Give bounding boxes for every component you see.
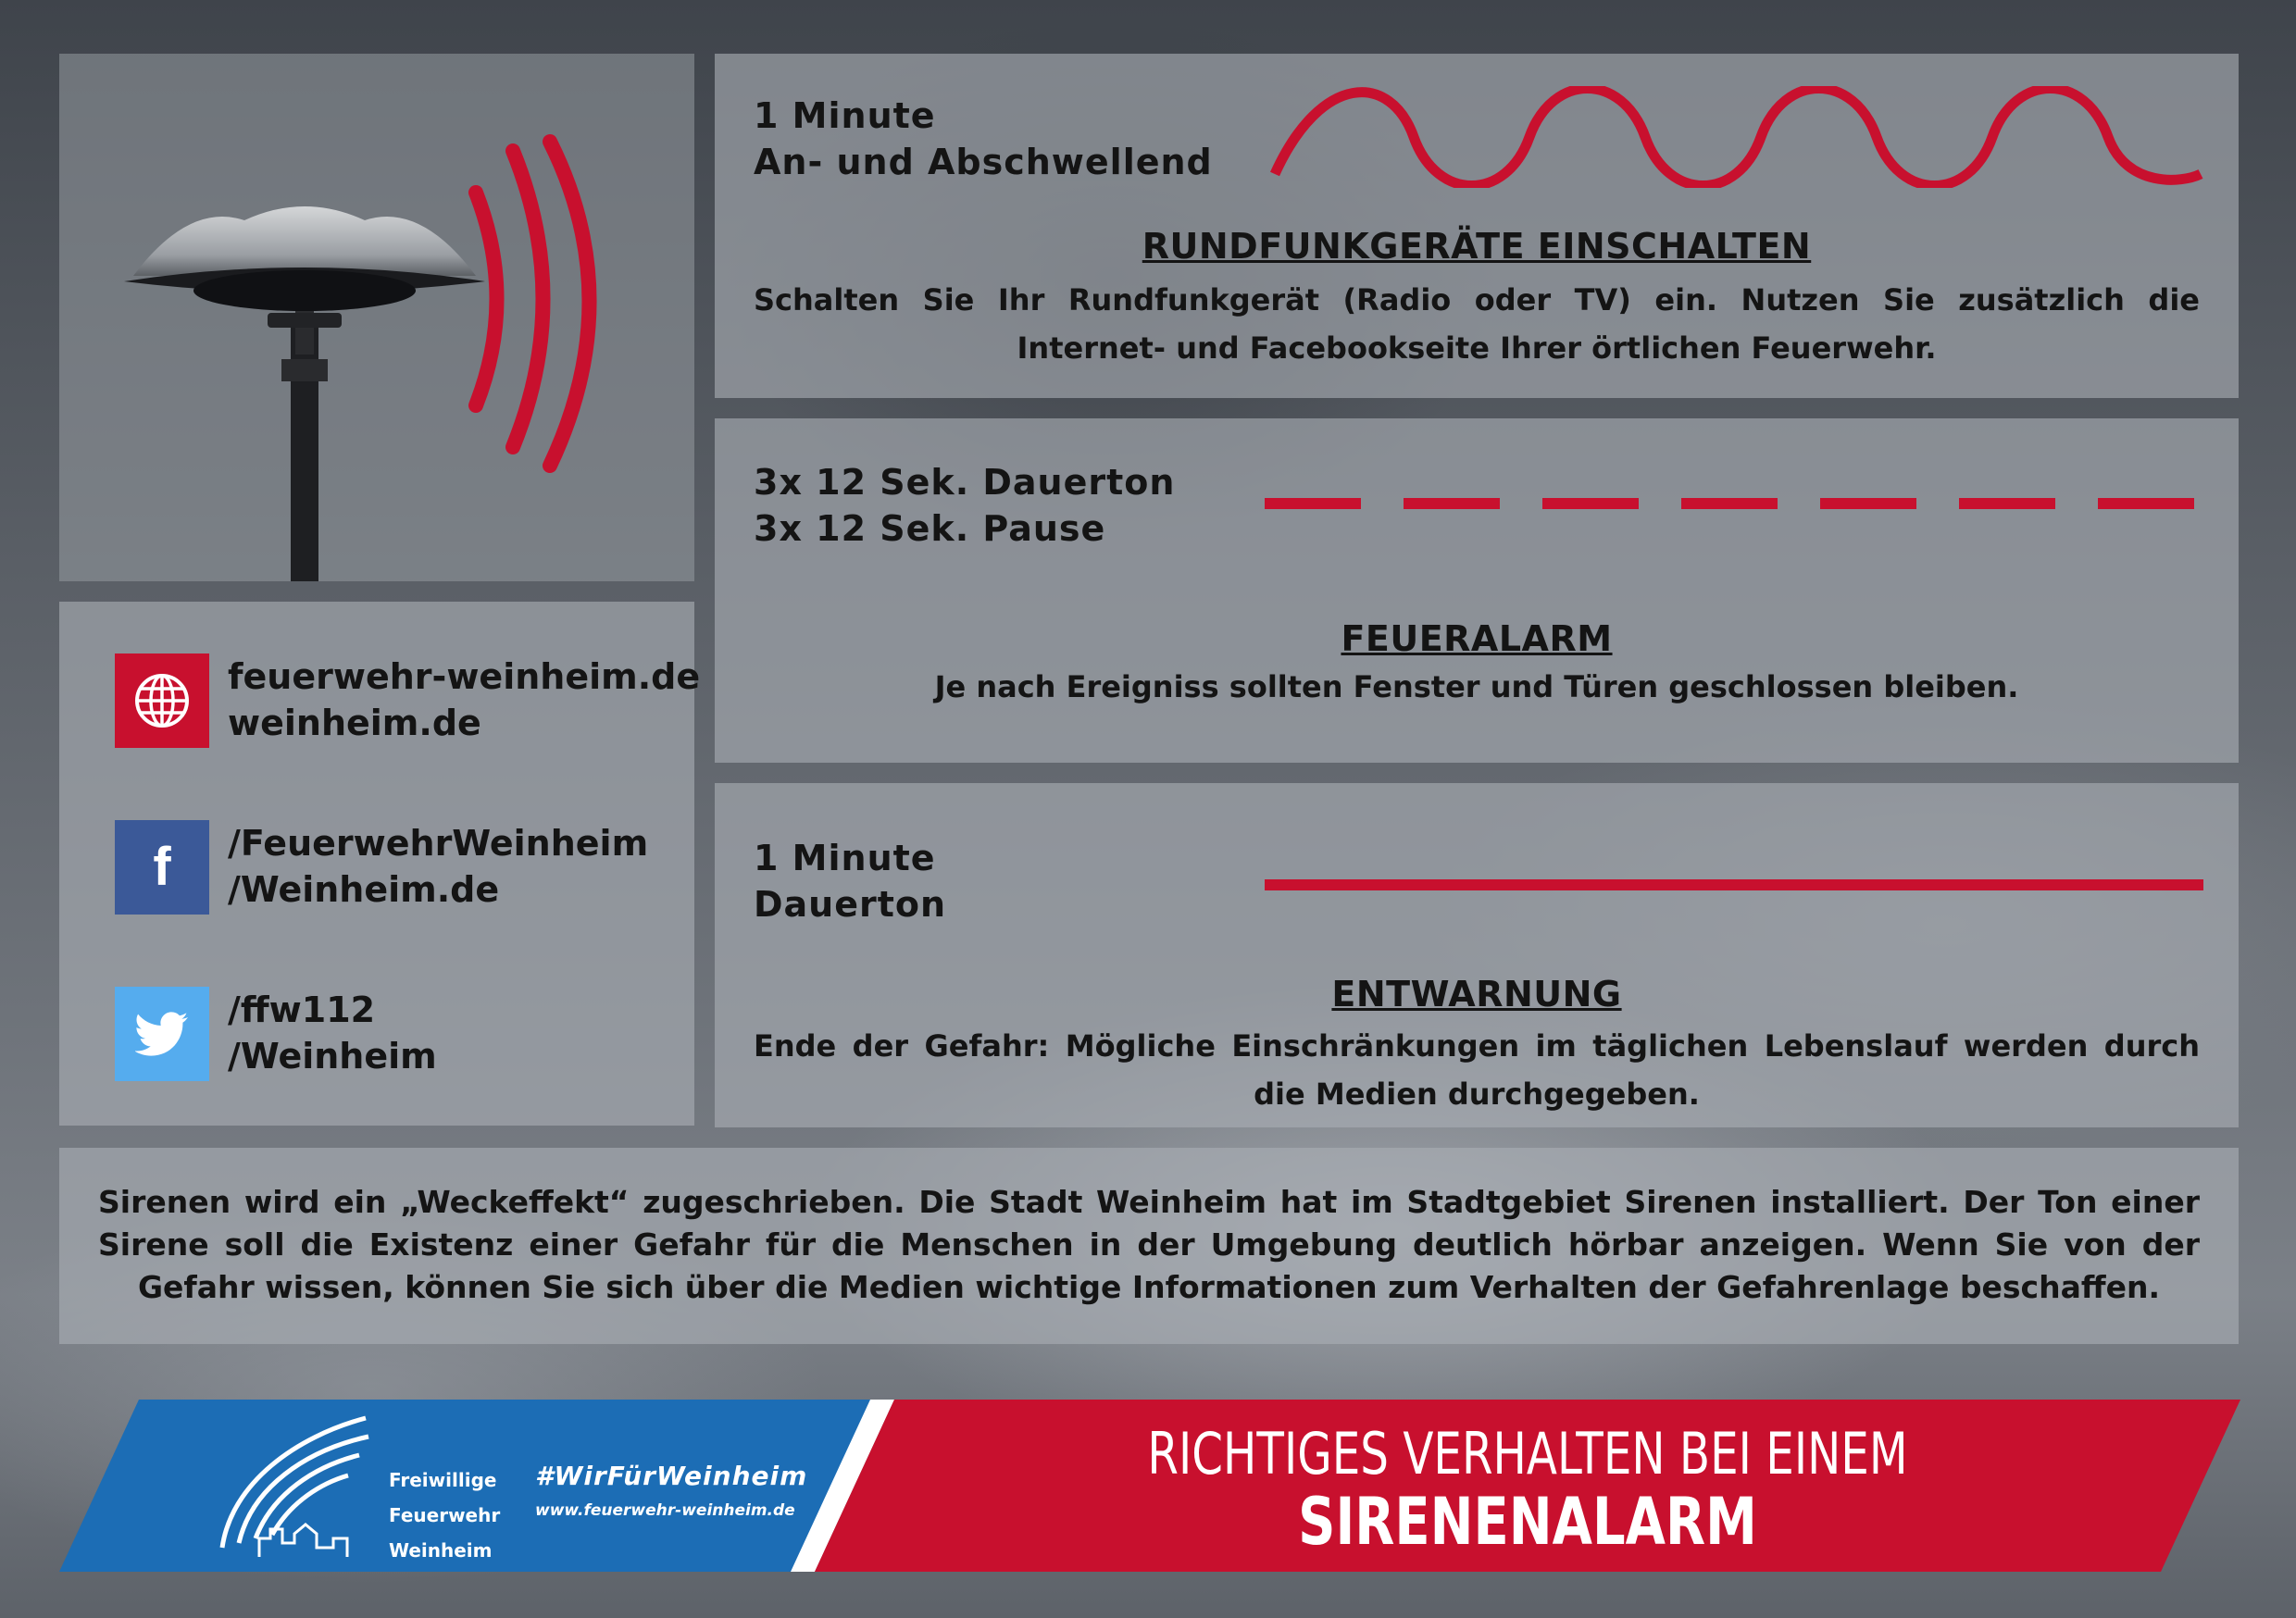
- banner-title-line2: SIRENENALARM: [1298, 1484, 1757, 1560]
- signal-description: Ende der Gefahr: Mögliche Einschränkungen im täglichen Lebenslauf werden durch die Medien durchgegeben.: [754, 1028, 2200, 1112]
- signal-description: Je nach Ereigniss sollten Fenster und Türen geschlossen bleiben.: [934, 669, 2019, 704]
- dashed-signal-icon: [1265, 498, 2209, 509]
- social-links-panel: [59, 602, 701, 1126]
- fire-department-logo: [194, 1409, 380, 1566]
- twitter-link-city[interactable]: /Weinheim: [228, 1036, 437, 1077]
- banner-title-line1: RICHTIGES VERHALTEN BEI EINEM: [1147, 1420, 1908, 1487]
- footer-website-link[interactable]: www.feuerwehr-weinheim.de: [535, 1501, 795, 1520]
- facebook-link-city[interactable]: /Weinheim.de: [228, 869, 500, 910]
- signal-heading: ENTWARNUNG: [1331, 974, 1622, 1014]
- continuous-signal-icon: [1265, 879, 2203, 890]
- info-panel: [59, 1148, 2239, 1344]
- siren-image-panel: [59, 54, 694, 581]
- signal-panel-fire: [715, 418, 2239, 763]
- info-text: Sirenen wird ein „Weckeffekt“ zugeschrieben. Die Stadt Weinheim hat im Stadtgebiet Sirenen installiert. Der Ton einer Sirene soll die Existenz einer Gefahr für die Menschen in der Umgebung deutlich hörbar anzeigen. Wenn Sie von der Gefahr wissen, können Sie sich über die Medien wichtige Informationen zum Verhalten der Gefahrenlage beschaffen.: [98, 1184, 2200, 1305]
- website-link-city[interactable]: weinheim.de: [228, 703, 481, 743]
- facebook-icon: f: [115, 820, 209, 915]
- logo-text: Freiwillige Feuerwehr Weinheim: [389, 1469, 501, 1562]
- twitter-link-fw[interactable]: /ffw112: [228, 989, 376, 1030]
- signal-heading: RUNDFUNKGERÄTE EINSCHALTEN: [1142, 226, 1812, 267]
- footer-banner: [0, 1398, 2296, 1574]
- signal-panel-all-clear: [715, 783, 2239, 1127]
- wave-signal-icon: [1266, 86, 2210, 188]
- signal-heading: FEUERALARM: [1341, 618, 1613, 659]
- signal-timing: 1 Minute An- und Abschwellend: [754, 95, 1213, 182]
- website-link-fw[interactable]: feuerwehr-weinheim.de: [228, 656, 701, 697]
- signal-timing: 3x 12 Sek. Dauerton 3x 12 Sek. Pause: [754, 462, 1176, 549]
- signal-panel-warning: [715, 54, 2239, 398]
- facebook-link-fw[interactable]: /FeuerwehrWeinheim: [228, 823, 649, 864]
- signal-description: Schalten Sie Ihr Rundfunkgerät (Radio oder TV) ein. Nutzen Sie zusätzlich die Internet- und Facebookseite Ihrer örtlichen Feuerwehr.: [754, 282, 2200, 366]
- siren-icon: [59, 54, 694, 581]
- globe-icon: [115, 653, 209, 748]
- hashtag: #WirFürWeinheim: [535, 1461, 808, 1491]
- twitter-icon: [115, 987, 209, 1081]
- signal-timing: 1 Minute Dauerton: [754, 838, 947, 925]
